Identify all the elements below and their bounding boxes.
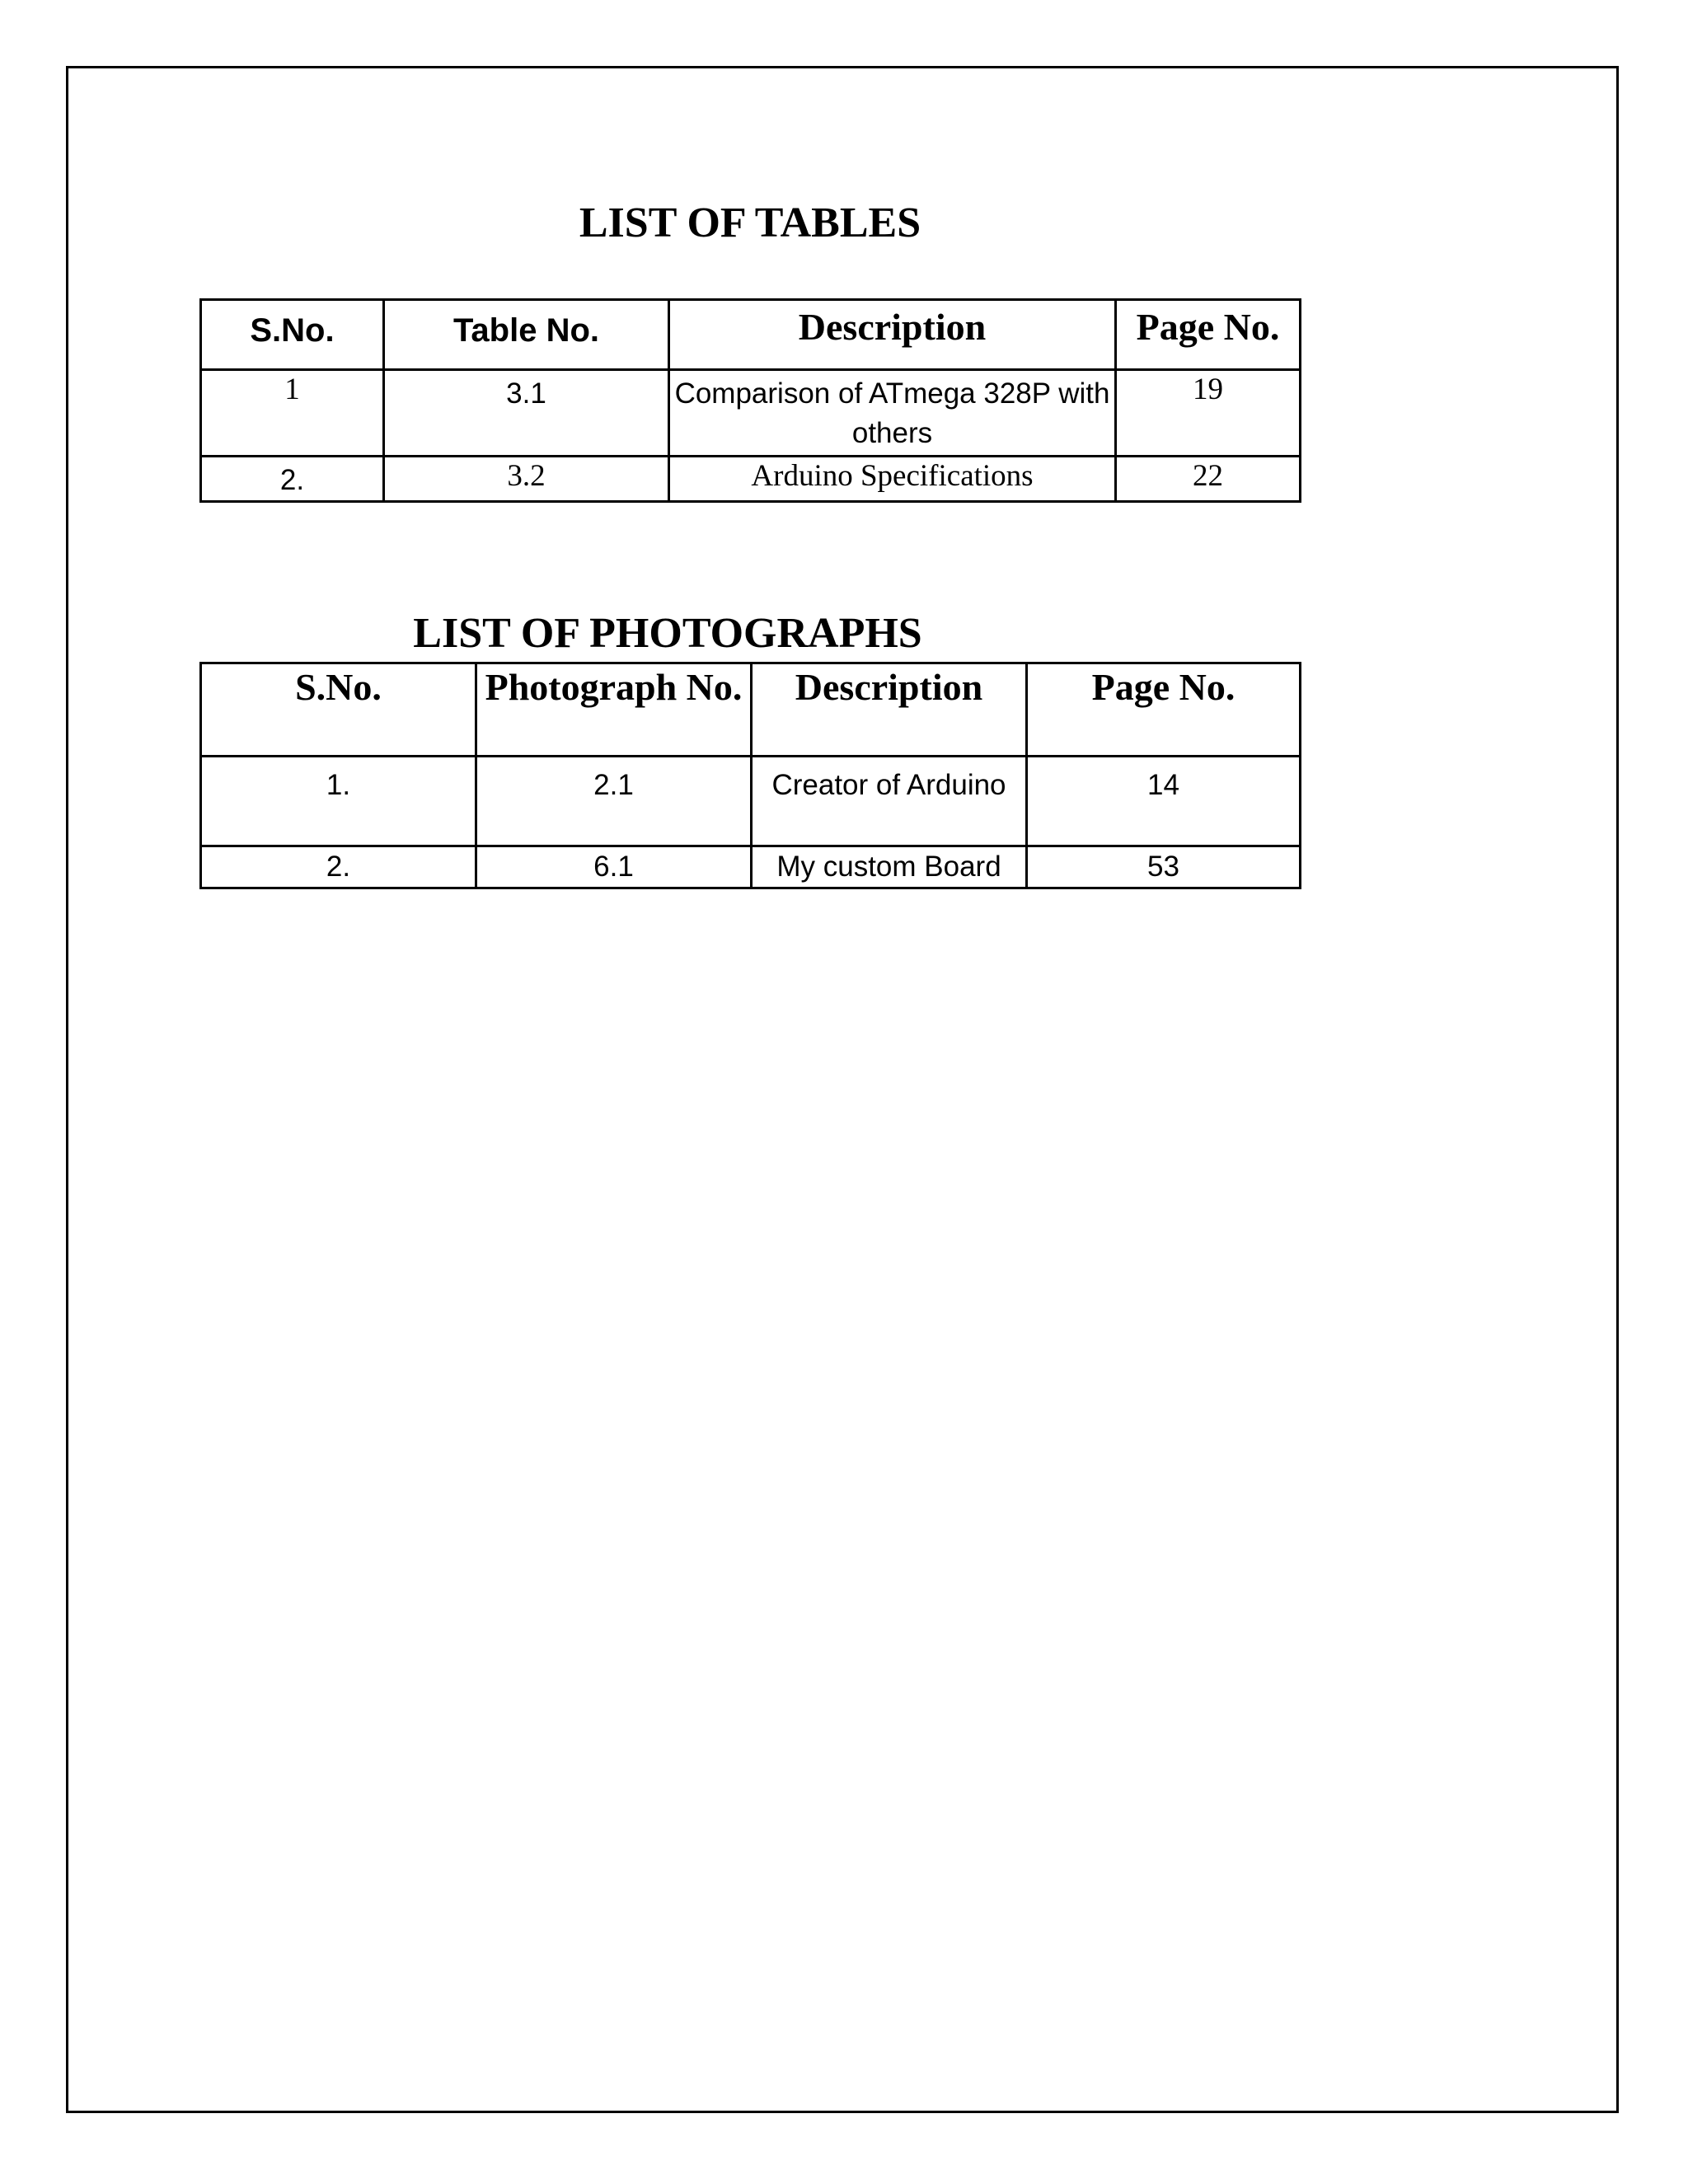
table-row xyxy=(201,457,1301,502)
header-description: Description xyxy=(752,663,1027,757)
table-row xyxy=(201,846,1301,888)
row-photograph-no: 6.1 xyxy=(476,846,752,888)
row-table-no: 3.2 xyxy=(384,457,669,502)
row-description: Arduino Specifications xyxy=(669,457,1116,502)
row-sno: 1 xyxy=(201,370,384,457)
list-of-photographs-table xyxy=(199,662,1301,889)
table-header-row xyxy=(201,300,1301,370)
row-page-no: 19 xyxy=(1116,370,1301,457)
row-description: Comparison of ATmega 328P with others xyxy=(669,370,1116,457)
table-row xyxy=(201,370,1301,457)
header-photograph-no: Photograph No. xyxy=(476,663,752,757)
header-description: Description xyxy=(669,300,1116,370)
row-page-no: 14 xyxy=(1027,757,1301,846)
header-sno: S.No. xyxy=(201,300,384,370)
row-sno: 2. xyxy=(201,846,476,888)
row-description: My custom Board xyxy=(752,846,1027,888)
list-of-tables-table xyxy=(199,298,1301,503)
table-row xyxy=(201,757,1301,846)
row-table-no: 3.1 xyxy=(384,370,669,457)
header-sno: S.No. xyxy=(201,663,476,757)
row-page-no: 22 xyxy=(1116,457,1301,502)
table-header-row xyxy=(201,663,1301,757)
row-sno: 2. xyxy=(201,457,384,502)
header-table-no: Table No. xyxy=(384,300,669,370)
row-sno: 1. xyxy=(201,757,476,846)
header-page-no: Page No. xyxy=(1027,663,1301,757)
row-page-no: 53 xyxy=(1027,846,1301,888)
row-description: Creator of Arduino xyxy=(752,757,1027,846)
list-of-tables-title: LIST OF TABLES xyxy=(579,199,921,246)
header-page-no: Page No. xyxy=(1116,300,1301,370)
list-of-photographs-title: LIST OF PHOTOGRAPHS xyxy=(413,610,922,657)
row-photograph-no: 2.1 xyxy=(476,757,752,846)
